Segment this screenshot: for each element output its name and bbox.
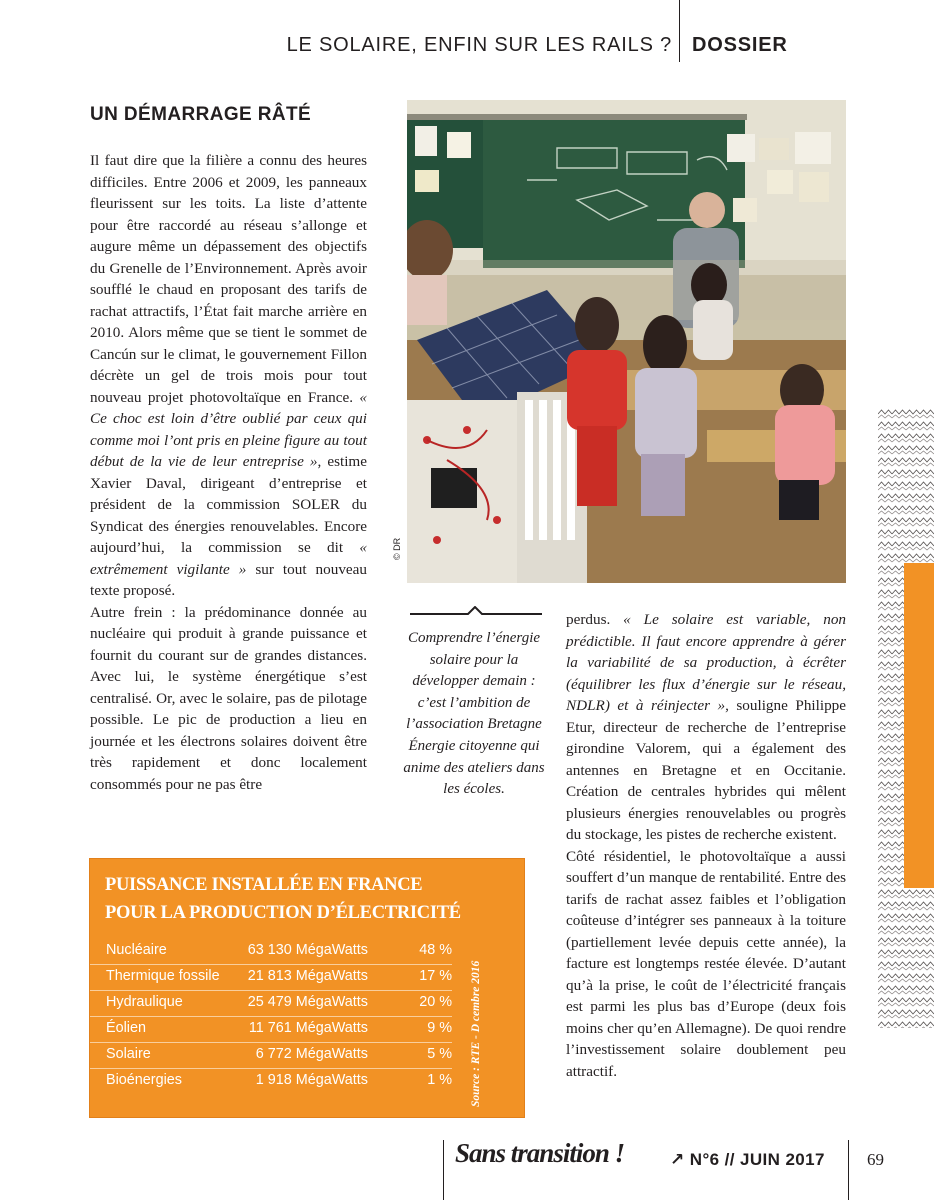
running-header-section: DOSSIER (692, 34, 788, 56)
energy-source-cell: Nucléaire (106, 942, 167, 958)
text-run: perdus. (566, 611, 624, 628)
footer-divider (848, 1140, 849, 1200)
power-cell: 63 130 MégaWatts (247, 942, 368, 958)
energy-source-cell: Éolien (106, 1020, 147, 1036)
paragraph: Côté résidentiel, le photovoltaïque a aussi souffert d’un manque de rentabilité. Entre des tarifs de rachat assez faibles et l’obligation coûteuse d’intégrer ses panneaux à la toiture (partiellement levée depuis cette année), la facture est longtemps restée élevée. D’autant qu’à la prise, le coût de l’électricité français est parmi les plus bas d’Europe (deux fois moins cher qu’en Allemagne). De quoi rendre l’investissement solaire doublement peu attractif. (566, 847, 846, 1080)
power-cell: 11 761 MégaWatts (248, 1020, 368, 1036)
paragraph (90, 150, 367, 602)
decorative-orange-band (904, 563, 934, 888)
photo-credit: © DR (392, 537, 402, 560)
share-cell: 20 % (419, 994, 452, 1010)
quote: « Le solaire est variable, non prédictible. Il faut encore apprendre à gérer la variabilité de sa production, à écrêter (équilibrer les flux d’énergie sur le réseau, NDLR) et à réinjecter » (566, 611, 847, 714)
text-run: , souligne Philippe Etur, directeur de recherche de l’entreprise girondine Valorem, qui a également des antennes en Bretagne et en Occitanie. Création de centrales hybrides qui mêlent plusieurs énergies renouvelables ou progrès du stockage, les pistes de recherche existent. (566, 697, 846, 843)
text-run: , estime Xavier Daval, dirigeant d’entreprise et président de la commission SOLER du Syndicat des énergies renouvelables. Encore aujourd’hui, la commission se dit (90, 453, 367, 556)
power-cell: 1 918 MégaWatts (255, 1072, 368, 1088)
quote: « Ce choc est loin d’être oublié par ceux qui comme moi l’ont pris en pleine figure au tout début de la vie de leur entreprise » (90, 388, 367, 470)
power-cell: 21 813 MégaWatts (247, 968, 368, 984)
databox-title-line: PUISSANCE INSTALLÉE EN FRANCE (105, 875, 423, 895)
table-row (90, 990, 452, 1016)
article-column-right (566, 609, 846, 1082)
running-header-title: LE SOLAIRE, ENFIN SUR LES RAILS ? (286, 34, 672, 56)
share-cell: 5 % (427, 1046, 452, 1062)
classroom-photo-illustration (407, 100, 846, 583)
share-cell: 48 % (419, 942, 452, 958)
article-column-left (90, 150, 367, 795)
photo-caption: Comprendre l’énergie solaire pour la développer demain : c’est l’ambition de l’association Bretagne Énergie citoyenne qui anime des ateliers dans les écoles. (403, 630, 545, 798)
share-cell: 17 % (419, 968, 452, 984)
table-row (90, 939, 452, 964)
footer-divider (443, 1140, 444, 1200)
databox-title-line: POUR LA PRODUCTION D’ÉLECTRICITÉ (105, 903, 461, 923)
classroom-photo (407, 100, 846, 583)
table-row (90, 964, 452, 990)
section-heading: UN DÉMARRAGE RÂTÉ (90, 104, 312, 125)
power-cell: 6 772 MégaWatts (255, 1046, 368, 1062)
header-divider (679, 0, 680, 62)
power-capacity-box (89, 858, 525, 1118)
energy-source-cell: Thermique fossile (106, 968, 220, 984)
text-run: Il faut dire que la filière a connu des heures difficiles. Entre 2006 et 2009, les panneaux fleurissent sur les toits. La liste d’attente pour être raccordé au réseau s’allonge et augure même un dépassement des objectifs du Grenelle de l’Environnement. Après avoir soufflé le chaud en proposant des tarifs de rachat attractifs, l’État fait marche arrière en 2010. Alors même que se tient le sommet de Cancún sur le climat, le gouvernement Fillon décrète un gel de trois mois pour tout nouveau projet photovoltaïque en France. (90, 152, 367, 406)
table-row (90, 1042, 452, 1068)
paragraph (566, 609, 846, 846)
energy-source-cell: Hydraulique (106, 994, 183, 1010)
energy-source-cell: Solaire (106, 1046, 151, 1062)
page-number: 69 (867, 1150, 884, 1169)
caption-divider (410, 606, 542, 616)
share-cell: 9 % (427, 1020, 452, 1036)
paragraph: Autre frein : la prédominance donnée au nucléaire qui produit à grande puissance et fournit du courant sur de grandes distances. Avec lui, le système énergétique s’est centralisé. Or, avec le solaire, pas de pilotage possible. Le pic de production a lieu en journée et les électrons solaires doivent être très rapidement et donc localement consommés pour ne pas être (90, 603, 367, 793)
databox-source: Source : RTE - D cembre 2016 (470, 960, 482, 1107)
table-row (90, 1016, 452, 1042)
capacity-table (90, 939, 452, 1094)
power-cell: 25 479 MégaWatts (247, 994, 368, 1010)
magazine-logo: Sans transition ! (455, 1138, 625, 1168)
quote: « extrêmement vigilante » (90, 539, 367, 578)
databox-title (105, 871, 461, 927)
energy-source-cell: Bioénergies (106, 1072, 183, 1088)
text-run: sur tout nouveau texte proposé. (90, 560, 368, 599)
share-cell: 1 % (427, 1072, 452, 1088)
table-row (90, 1068, 452, 1094)
issue-info: ↗ N°6 // JUIN 2017 (670, 1150, 825, 1169)
